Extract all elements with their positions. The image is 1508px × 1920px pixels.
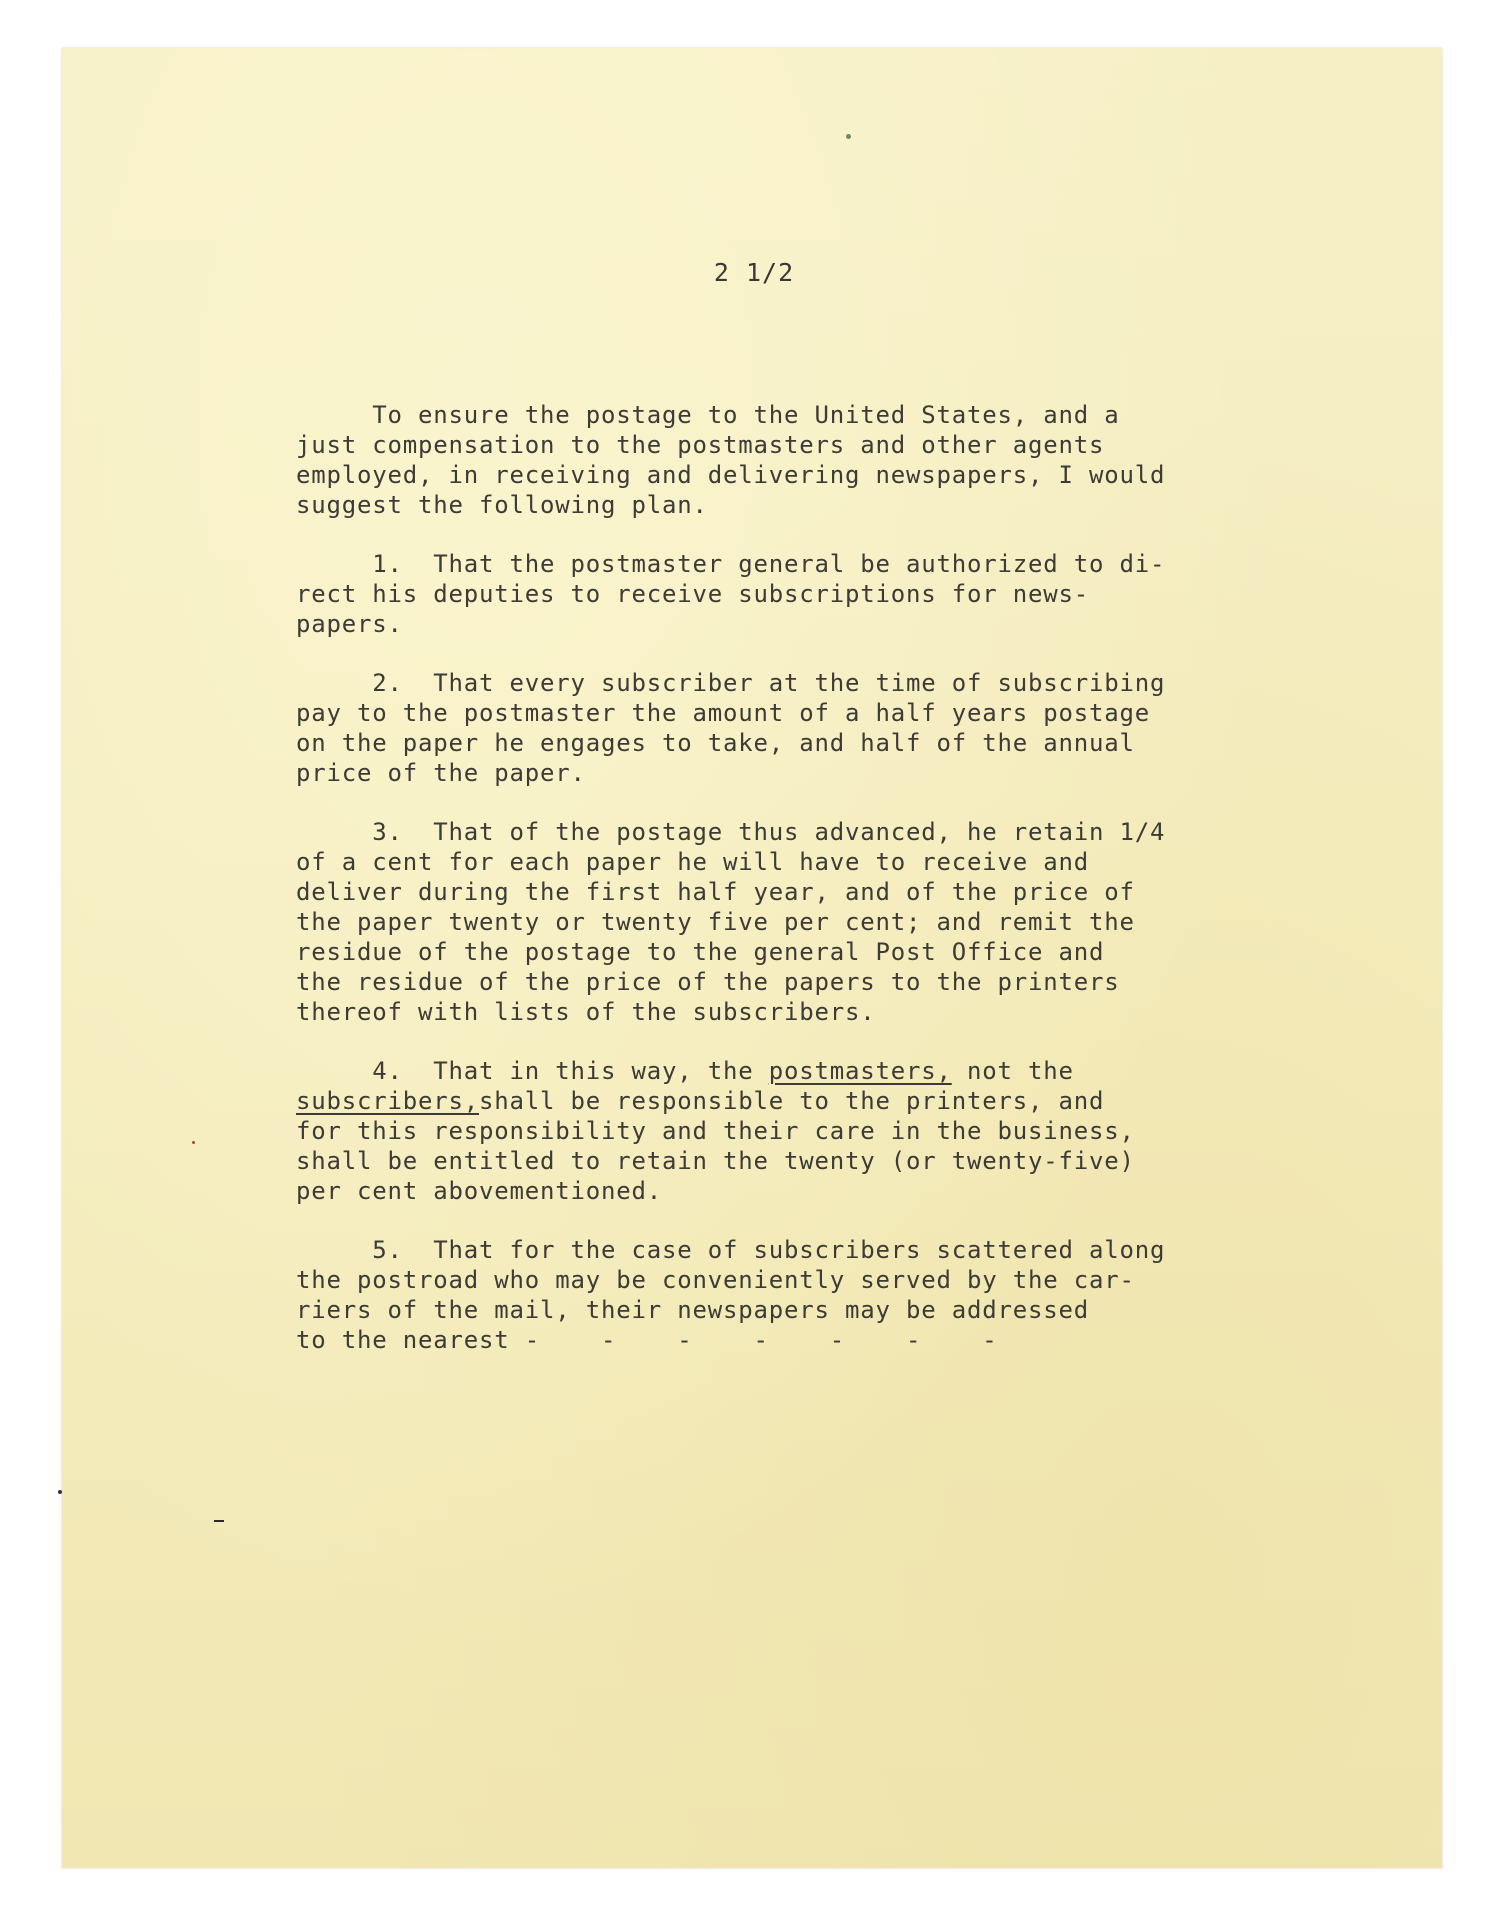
underlined-word-subscribers: subscribers, <box>296 1087 479 1115</box>
text-line: riers of the mail, their newspapers may be addressed <box>296 1296 1089 1324</box>
text-line: the postroad who may be conveniently served by the car- <box>296 1266 1135 1294</box>
text-line: thereof with lists of the subscribers. <box>296 998 876 1026</box>
paper-speck <box>846 134 851 139</box>
paragraph-item-4 <box>296 1056 1346 1206</box>
text-line: 1. That the postmaster general be authorized to di- <box>296 550 1166 578</box>
text-line: the residue of the price of the papers to the printers <box>296 968 1120 996</box>
text-segment: 4. That in this way, the <box>296 1057 769 1085</box>
text-line: of a cent for each paper he will have to receive and <box>296 848 1089 876</box>
text-line: residue of the postage to the general Post Office and <box>296 938 1105 966</box>
document-body <box>296 400 1346 1384</box>
underlined-word-postmasters: postmasters, <box>768 1057 952 1085</box>
text-line: To ensure the postage to the United States, and a <box>296 401 1120 429</box>
text-line: price of the paper. <box>296 759 586 787</box>
text-line: on the paper he engages to take, and half of the annual <box>296 729 1135 757</box>
paper-speck <box>192 1141 195 1144</box>
text-line: 3. That of the postage thus advanced, he retain 1/4 <box>296 818 1166 846</box>
text-line: to the nearest - - - - - - - <box>296 1326 998 1354</box>
page-number: 2 1/2 <box>713 258 795 287</box>
text-line: 5. That for the case of subscribers scattered along <box>296 1236 1166 1264</box>
paragraph-item-1 <box>296 549 1346 639</box>
paper-speck <box>58 1490 62 1494</box>
paragraph-item-3 <box>296 817 1346 1027</box>
text-line: papers. <box>296 610 403 638</box>
paragraph-item-5 <box>296 1235 1346 1355</box>
text-line: suggest the following plan. <box>296 491 708 519</box>
text-line: deliver during the first half year, and of the price of <box>296 878 1135 906</box>
text-segment: shall be responsible to the printers, and <box>479 1087 1105 1115</box>
text-line: just compensation to the postmasters and other agents <box>296 431 1105 459</box>
edge-mark <box>214 1520 224 1522</box>
text-line: per cent abovementioned. <box>296 1177 662 1205</box>
paragraph-item-2 <box>296 668 1346 788</box>
text-line: shall be entitled to retain the twenty (or twenty-five) <box>296 1147 1135 1175</box>
text-line: for this responsibility and their care in the business, <box>296 1117 1135 1145</box>
text-line <box>296 1056 1346 1086</box>
text-line <box>296 1086 1346 1116</box>
text-line: 2. That every subscriber at the time of subscribing <box>296 669 1166 697</box>
text-line: the paper twenty or twenty five per cent; and remit the <box>296 908 1135 936</box>
text-line: rect his deputies to receive subscriptions for news- <box>296 580 1089 608</box>
text-line: pay to the postmaster the amount of a half years postage <box>296 699 1150 727</box>
paragraph-intro <box>296 400 1346 520</box>
text-line: employed, in receiving and delivering newspapers, I would <box>296 461 1166 489</box>
text-segment: not the <box>951 1057 1074 1085</box>
